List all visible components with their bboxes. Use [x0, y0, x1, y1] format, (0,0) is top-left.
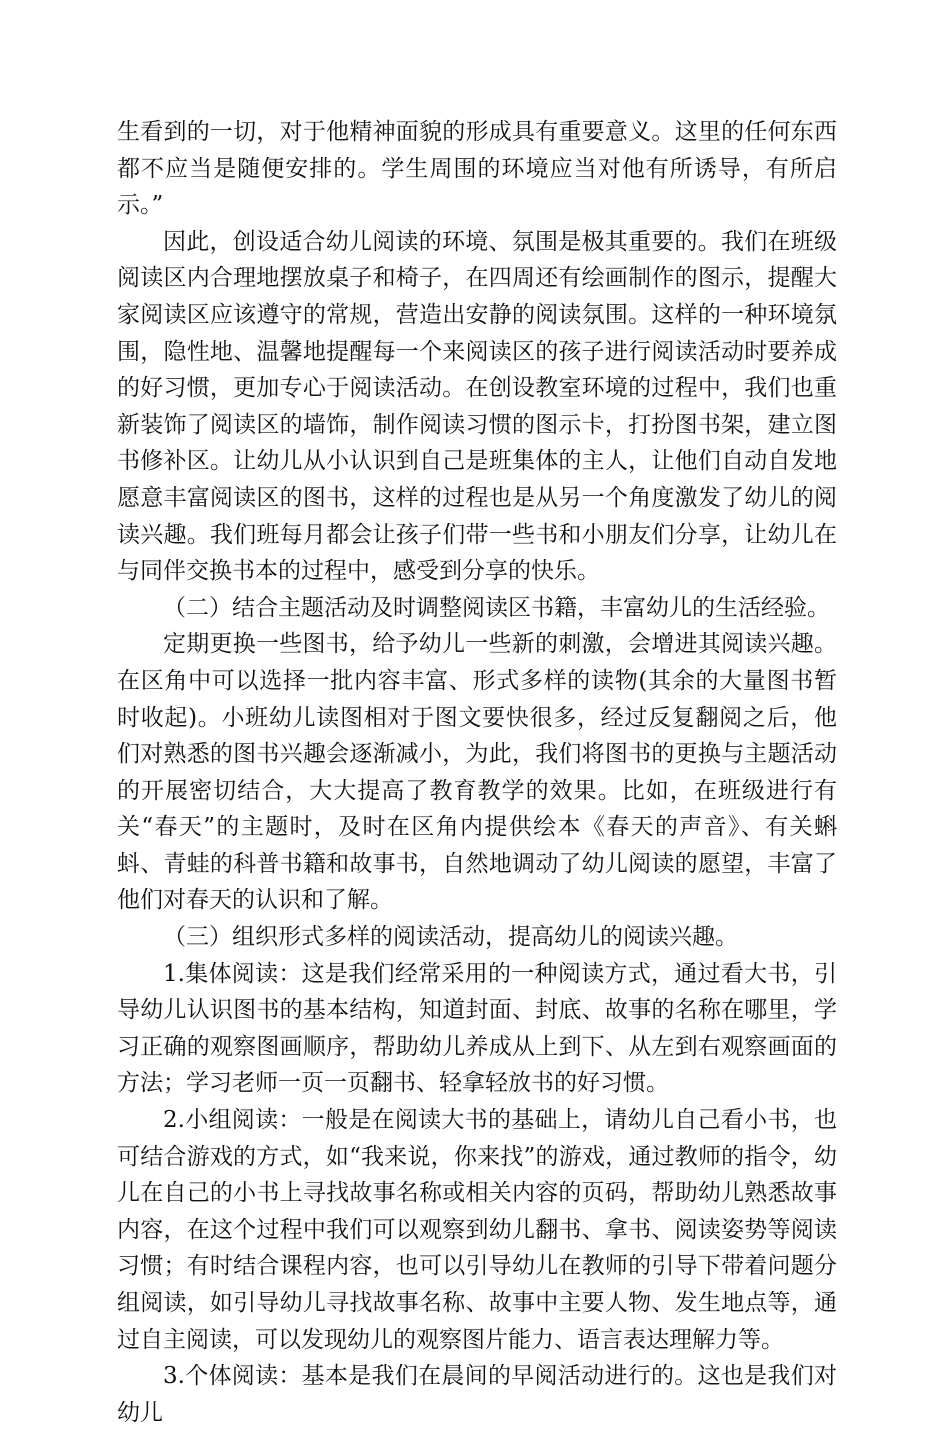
body-text [117, 114, 837, 1431]
paragraph-continued: 生看到的一切，对于他精神面貌的形成具有重要意义。这里的任何东西都不应当是随便安排的。学生周围的环境应当对他有所诱导，有所启示。” [117, 119, 837, 219]
paragraph-small-group-reading: 2.小组阅读：一般是在阅读大书的基础上，请幼儿自己看小书，也可结合游戏的方式，如“我来说，你来找”的游戏，通过教师的指令，幼儿在自己的小书上寻找故事名称或相关内容的页码，帮助幼儿熟悉故事内容，在这个过程中我们可以观察到幼儿翻书、拿书、阅读姿势等阅读习惯；有时结合课程内容，也可以引导幼儿在教师的引导下带着问题分组阅读，如引导幼儿寻找故事名称、故事中主要人物、发生地点等，通过自主阅读，可以发现幼儿的观察图片能力、语言表达理解力等。 [117, 1107, 837, 1353]
section-heading-3: （三）组织形式多样的阅读活动，提高幼儿的阅读兴趣。 [163, 924, 738, 951]
paragraph-book-rotation: 定期更换一些图书，给予幼儿一些新的刺激，会增进其阅读兴趣。在区角中可以选择一批内容丰富、形式多样的读物(其余的大量图书暂时收起)。小班幼儿读图相对于图文要快很多，经过反复翻阅之后，他们对熟悉的图书兴趣会逐渐减小，为此，我们将图书的更换与主题活动的开展密切结合，大大提高了教育教学的效果。比如，在班级进行有关“春天”的主题时，及时在区角内提供绘本《春天的声音》、有关蝌蚪、青蛙的科普书籍和故事书，自然地调动了幼儿阅读的愿望，丰富了他们对春天的认识和了解。 [117, 631, 837, 914]
paragraph-individual-reading: 3.个体阅读：基本是我们在晨间的早阅活动进行的。这也是我们对幼儿 [117, 1363, 837, 1426]
paragraph-reading-environment: 因此，创设适合幼儿阅读的环境、氛围是极其重要的。我们在班级阅读区内合理地摆放桌子和椅子，在四周还有绘画制作的图示，提醒大家阅读区应该遵守的常规，营造出安静的阅读氛围。这样的一种环境氛围，隐性地、温馨地提醒每一个来阅读区的孩子进行阅读活动时要养成的好习惯，更加专心于阅读活动。在创设教室环境的过程中，我们也重新装饰了阅读区的墙饰，制作阅读习惯的图示卡，打扮图书架，建立图书修补区。让幼儿从小认识到自己是班集体的主人，让他们自动自发地愿意丰富阅读区的图书，这样的过程也是从另一个角度激发了幼儿的阅读兴趣。我们班每月都会让孩子们带一些书和小朋友们分享，让幼儿在与同伴交换书本的过程中，感受到分享的快乐。 [117, 228, 837, 585]
paragraph-group-reading: 1.集体阅读：这是我们经常采用的一种阅读方式，通过看大书，引导幼儿认识图书的基本结构，知道封面、封底、故事的名称在哪里，学习正确的观察图画顺序，帮助幼儿养成从上到下、从左到右观察画面的方法；学习老师一页一页翻书、轻拿轻放书的好习惯。 [117, 960, 837, 1097]
section-heading-2: （二）结合主题活动及时调整阅读区书籍，丰富幼儿的生活经验。 [163, 594, 830, 621]
